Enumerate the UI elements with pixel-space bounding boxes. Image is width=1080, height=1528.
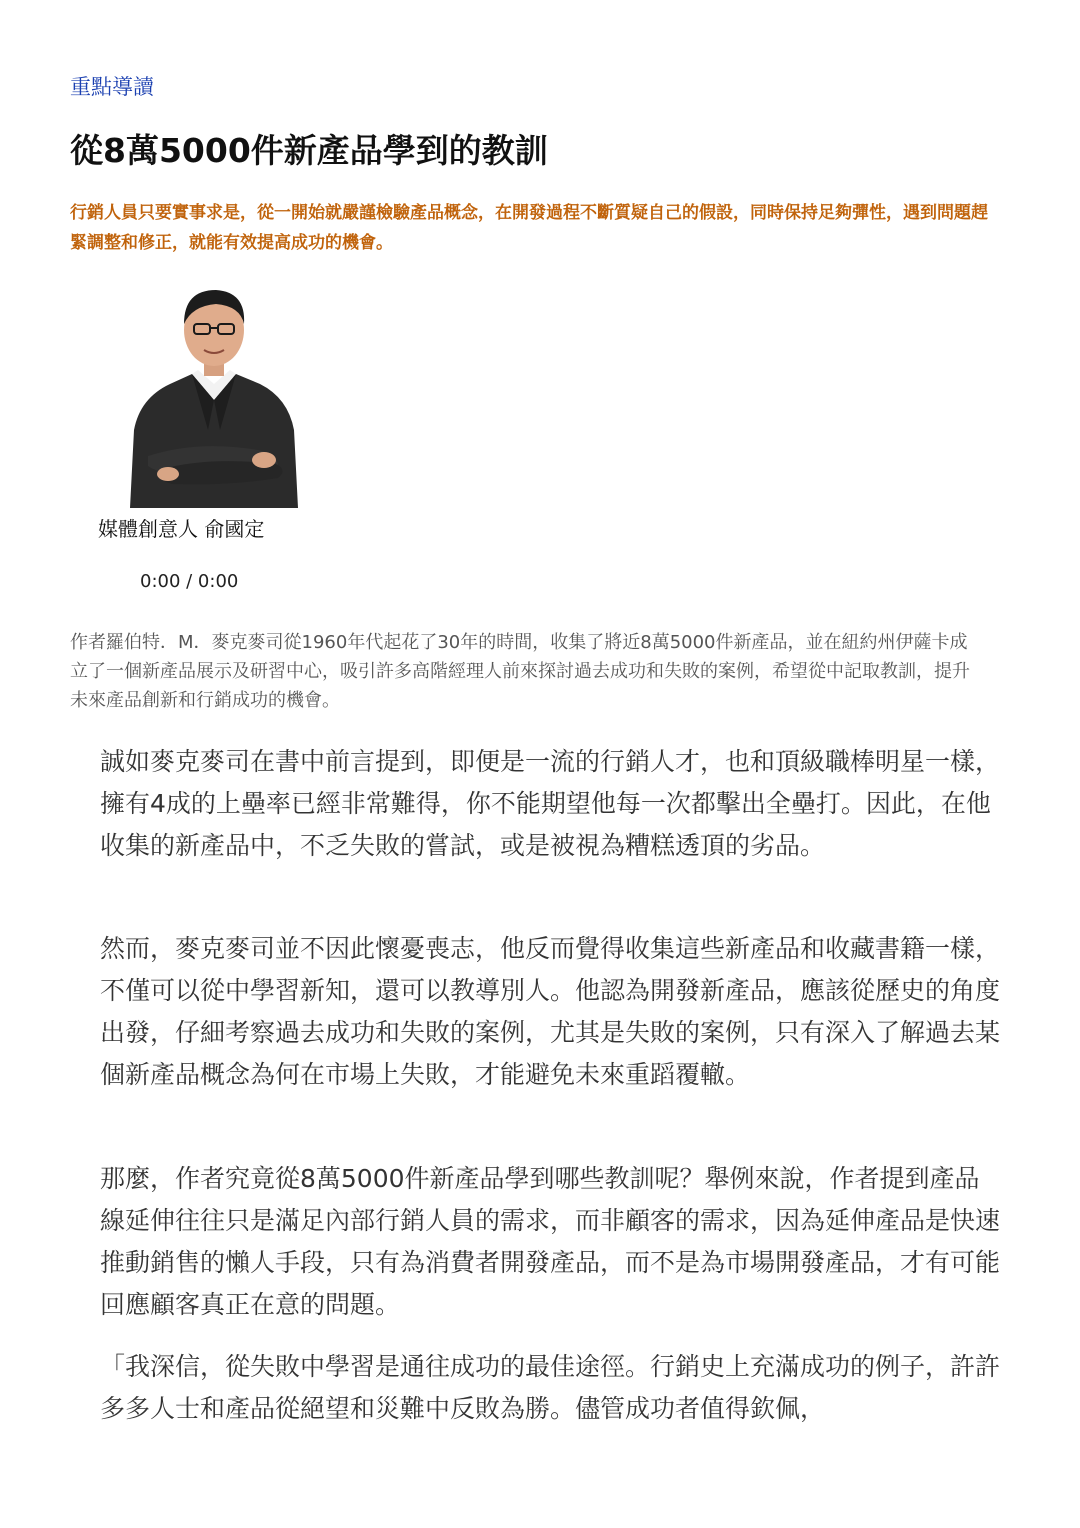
audio-time: 0:00 / 0:00	[140, 571, 239, 592]
body-paragraph: 「我深信，從失敗中學習是通往成功的最佳途徑。行銷史上充滿成功的例子，許許多多人士和產品從絕望和災難中反敗為勝。儘管成功者值得欽佩，	[100, 1352, 1001, 1423]
article-intro: 作者羅伯特．M．麥克麥司從1960年代起花了30年的時間，收集了將近8萬5000件新產品，並在紐約州伊薩卡成立了一個新產品展示及研習中心，吸引許多高階經理人前來探討過去成功和失敗的案例，希望從中記取教訓，提升未來產品創新和行銷成功的機會。	[70, 632, 970, 711]
body-paragraph: 然而，麥克麥司並不因此懷憂喪志，他反而覺得收集這些新產品和收藏書籍一樣，不僅可以從中學習新知，還可以教導別人。他認為開發新產品，應該從歷史的角度出發，仔細考察過去成功和失敗的案例，尤其是失敗的案例，只有深入了解過去某個新產品概念為何在市場上失敗，才能避免未來重蹈覆轍。	[100, 934, 1001, 1089]
author-photo	[128, 280, 300, 508]
author-caption: 媒體創意人 俞國定	[98, 517, 265, 541]
body-paragraph: 誠如麥克麥司在書中前言提到，即便是一流的行銷人才，也和頂級職棒明星一樣，擁有4成的上壘率已經非常難得，你不能期望他每一次都擊出全壘打。因此，在他收集的新產品中，不乏失敗的嘗試，或是被視為糟糕透頂的劣品。	[100, 747, 1001, 860]
audio-player[interactable]	[130, 566, 390, 598]
section-link[interactable]: 重點導讀	[70, 75, 154, 99]
article-lead: 行銷人員只要實事求是，從一開始就嚴謹檢驗產品概念，在開發過程不斷質疑自己的假設，同時保持足夠彈性，遇到問題趕緊調整和修正，就能有效提高成功的機會。	[70, 203, 988, 253]
body-paragraph: 那麼，作者究竟從8萬5000件新產品學到哪些教訓呢？舉例來說，作者提到產品線延伸往往只是滿足內部行銷人員的需求，而非顧客的需求，因為延伸產品是快速推動銷售的懶人手段，只有為消費者開發產品，而不是為市場開發產品，才有可能回應顧客真正在意的問題。	[100, 1164, 1001, 1319]
article-title: 從8萬5000件新產品學到的教訓	[70, 131, 548, 170]
